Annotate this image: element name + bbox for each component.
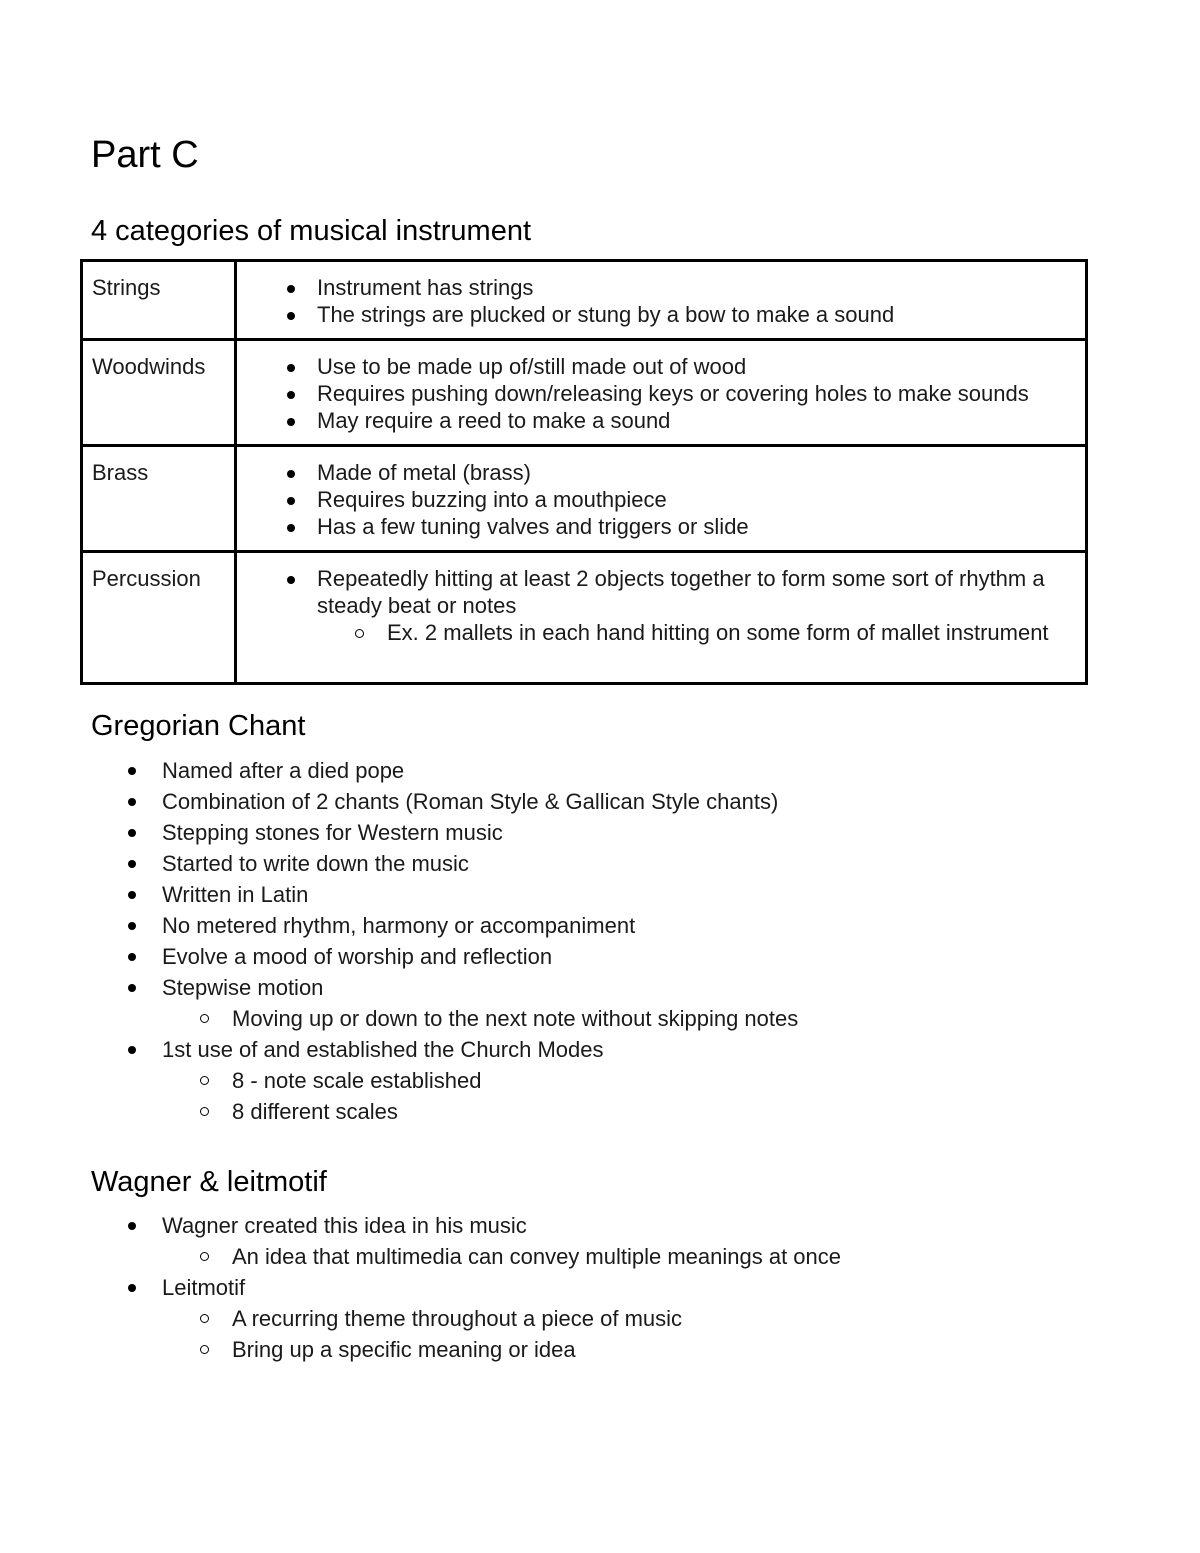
list-item: Evolve a mood of worship and reflection (91, 941, 798, 972)
list-item: Stepwise motion (91, 972, 798, 1003)
sub-list-item: 8 different scales (91, 1096, 798, 1127)
list-item: Combination of 2 chants (Roman Style & Gallican Style chants) (91, 786, 798, 817)
table-row (82, 340, 1087, 446)
sub-list-item: 8 - note scale established (91, 1065, 798, 1096)
list-item: Repeatedly hitting at least 2 objects together to form some sort of rhythm a steady beat or notes (245, 565, 1077, 619)
wagner-list (91, 1210, 841, 1365)
list-item: Started to write down the music (91, 848, 798, 879)
category-cell: Percussion (82, 552, 236, 684)
list-item: Written in Latin (91, 879, 798, 910)
list-item: Wagner created this idea in his music (91, 1210, 841, 1241)
bullet-list (245, 459, 1077, 540)
list-item: Has a few tuning valves and triggers or slide (245, 513, 1077, 540)
list-item: Named after a died pope (91, 755, 798, 786)
sub-list-item: Ex. 2 mallets in each hand hitting on some form of mallet instrument (245, 619, 1077, 646)
list-item: 1st use of and established the Church Modes (91, 1034, 798, 1065)
list-item: Requires pushing down/releasing keys or covering holes to make sounds (245, 380, 1077, 407)
description-cell (236, 552, 1087, 684)
page-title: Part C (91, 134, 199, 176)
description-cell (236, 446, 1087, 552)
section-heading-wagner: Wagner & leitmotif (91, 1166, 327, 1198)
instrument-categories-table (80, 259, 1088, 685)
section-heading-instruments: 4 categories of musical instrument (91, 215, 532, 247)
section-heading-gregorian-chant: Gregorian Chant (91, 710, 306, 742)
sub-list-item: A recurring theme throughout a piece of music (91, 1303, 841, 1334)
gregorian-chant-list (91, 755, 798, 1127)
list-item: Instrument has strings (245, 274, 1077, 301)
list-item: No metered rhythm, harmony or accompaniment (91, 910, 798, 941)
sub-list-item: Moving up or down to the next note without skipping notes (91, 1003, 798, 1034)
list-item: The strings are plucked or stung by a bow to make a sound (245, 301, 1077, 328)
table-row (82, 261, 1087, 340)
bullet-list (245, 274, 1077, 328)
category-cell: Brass (82, 446, 236, 552)
sub-list-item: Bring up a specific meaning or idea (91, 1334, 841, 1365)
category-cell: Woodwinds (82, 340, 236, 446)
description-cell (236, 340, 1087, 446)
sub-list-item: An idea that multimedia can convey multiple meanings at once (91, 1241, 841, 1272)
category-cell: Strings (82, 261, 236, 340)
list-item: Made of metal (brass) (245, 459, 1077, 486)
description-cell (236, 261, 1087, 340)
list-item: Use to be made up of/still made out of wood (245, 353, 1077, 380)
list-item: Leitmotif (91, 1272, 841, 1303)
bullet-list (245, 353, 1077, 434)
list-item: May require a reed to make a sound (245, 407, 1077, 434)
list-item: Requires buzzing into a mouthpiece (245, 486, 1077, 513)
bullet-list (245, 565, 1077, 646)
list-item: Stepping stones for Western music (91, 817, 798, 848)
table-row (82, 446, 1087, 552)
table-row (82, 552, 1087, 684)
